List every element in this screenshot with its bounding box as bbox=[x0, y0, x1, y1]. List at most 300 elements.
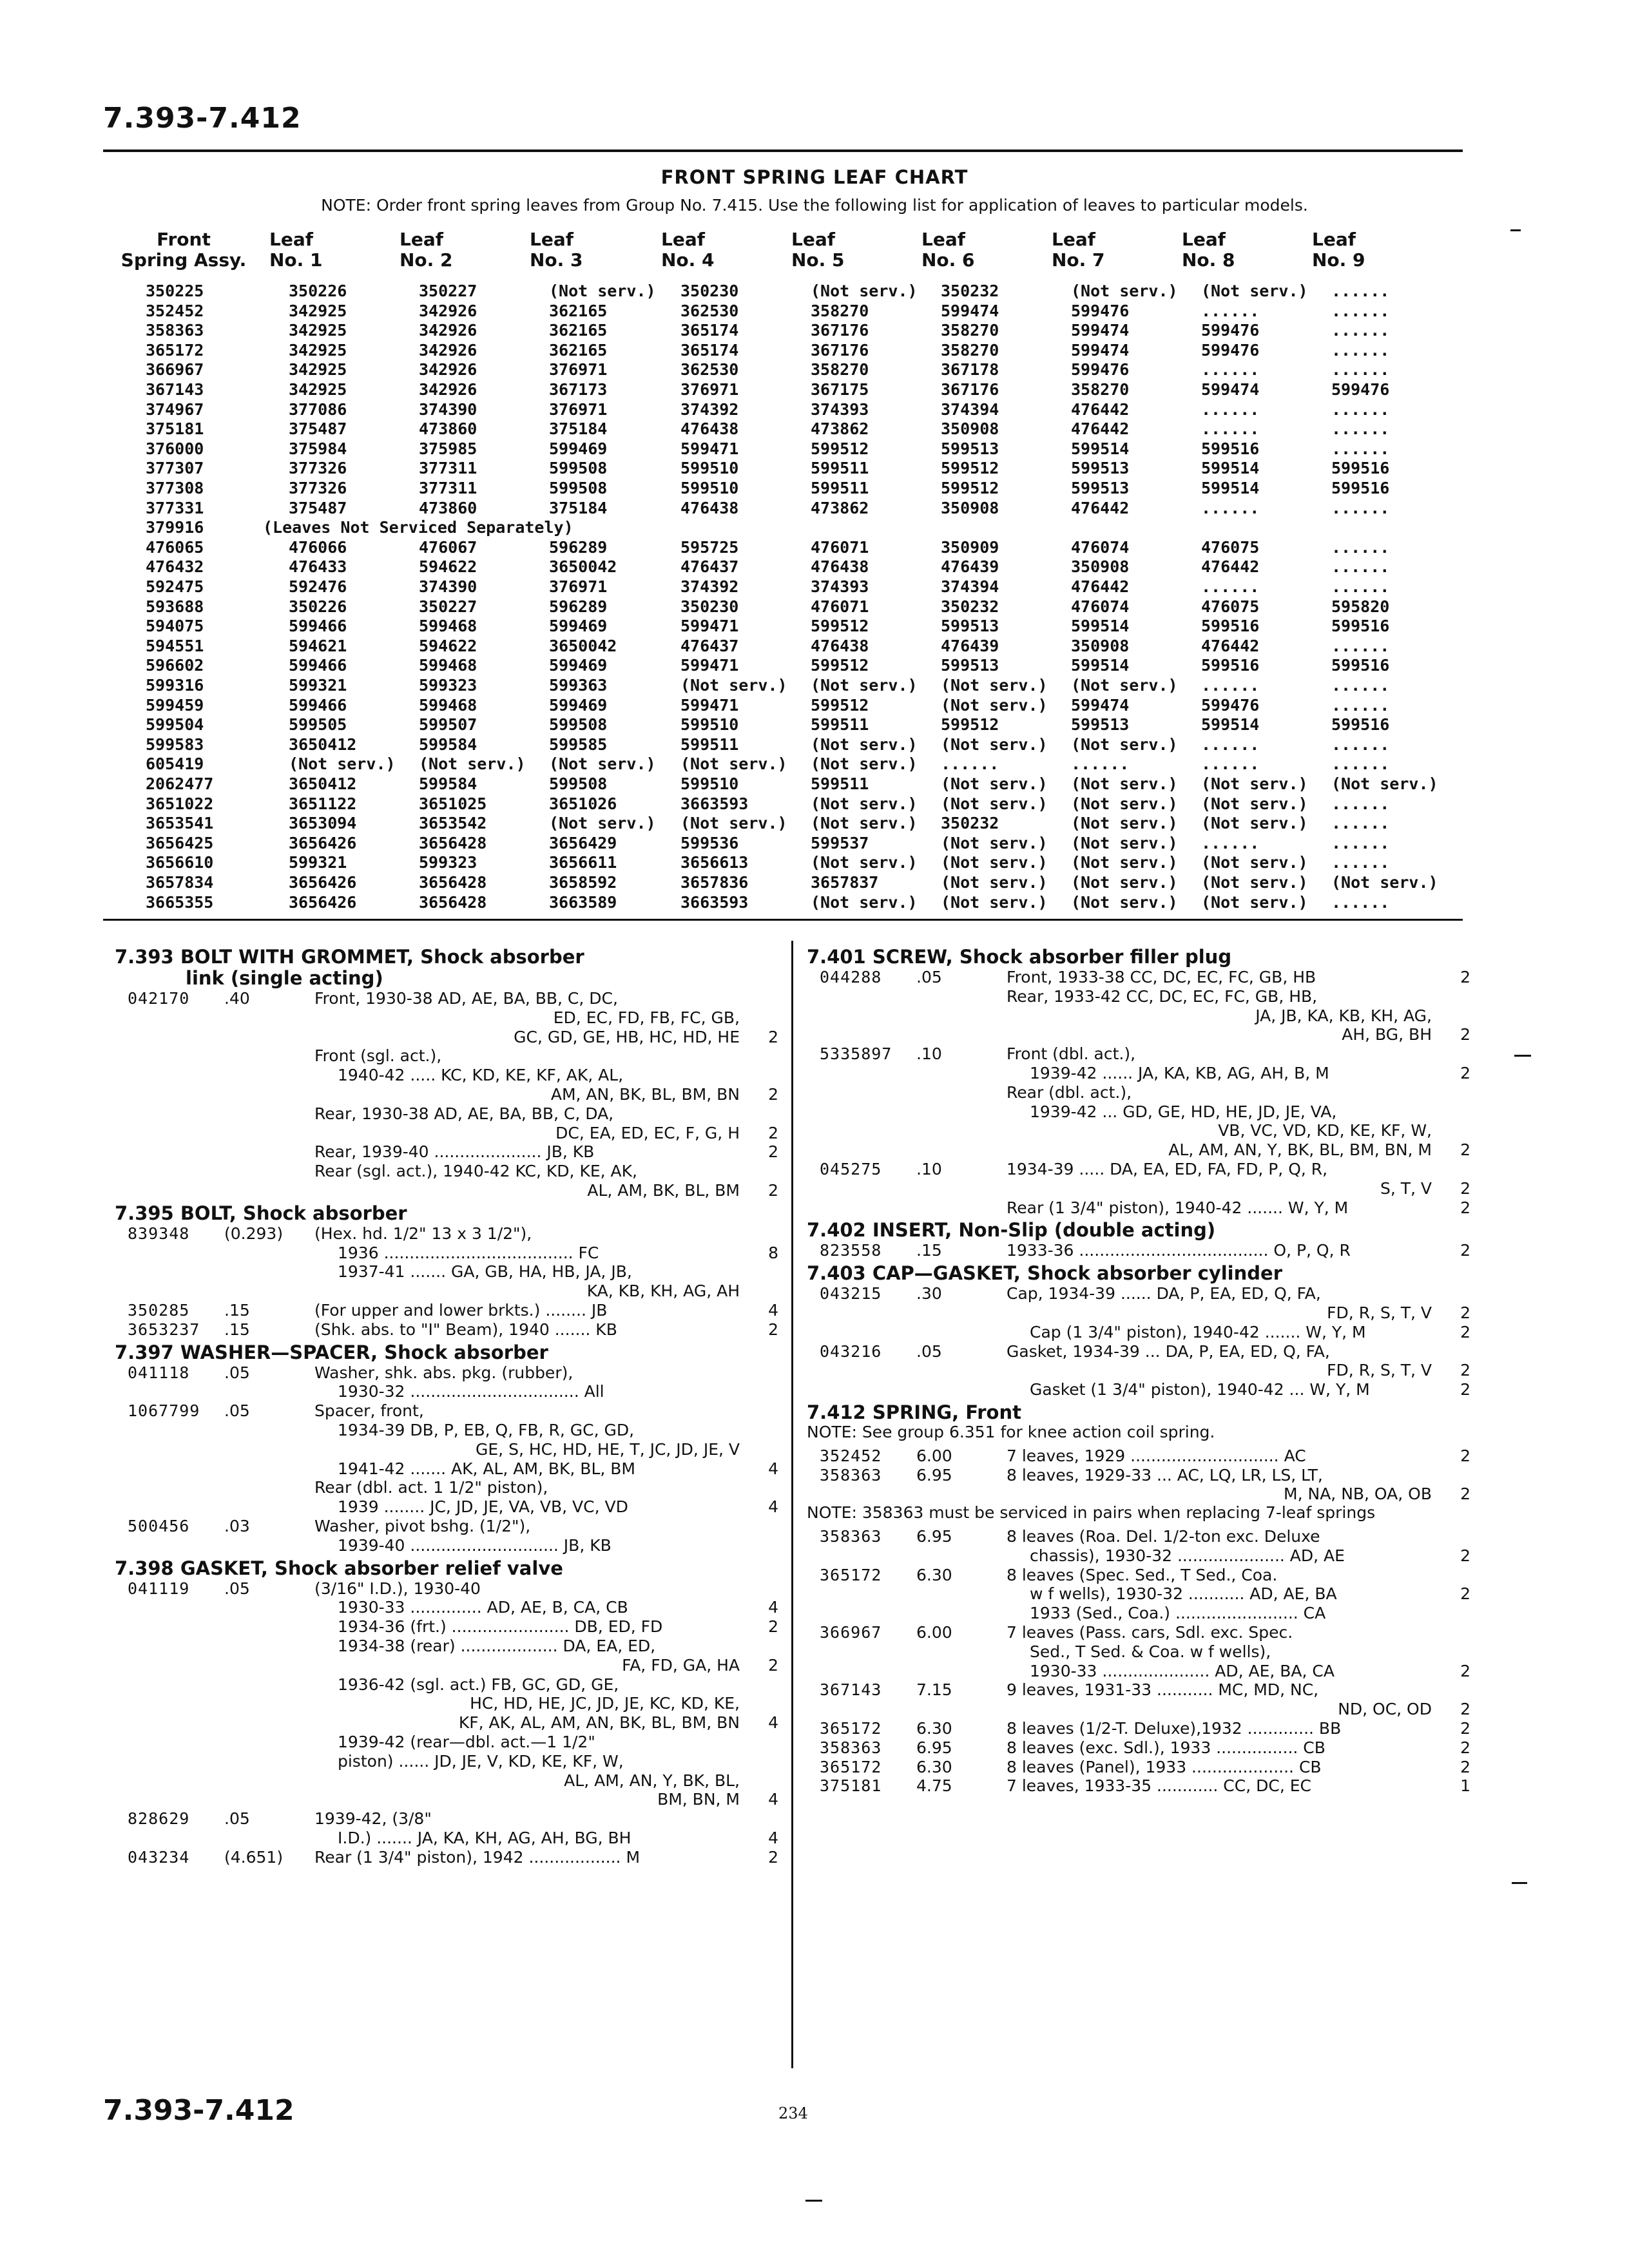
part-quantity: 8 bbox=[768, 1243, 778, 1262]
part-description: 8 leaves (exc. Sdl.), 1933 ................ CB bbox=[1007, 1738, 1325, 1757]
spring-assy-number: 594075 bbox=[146, 617, 204, 636]
page-footer: 7.393-7.412 bbox=[103, 2094, 294, 2127]
section-subheading: link (single acting) bbox=[186, 967, 383, 989]
part-quantity: 2 bbox=[1460, 1241, 1470, 1260]
leaf-number: ...... bbox=[1071, 754, 1130, 774]
part-line bbox=[115, 1579, 778, 1599]
part-description: Front, 1933-38 CC, DC, EC, FC, GB, HB bbox=[1007, 968, 1316, 986]
leaf-number: 599507 bbox=[419, 715, 477, 735]
part-description: Rear, 1933-42 CC, DC, EC, FC, GB, HB, bbox=[1007, 986, 1318, 1006]
part-line bbox=[115, 1732, 778, 1752]
spring-assy-number: 3657834 bbox=[146, 873, 214, 892]
part-line bbox=[807, 1738, 1470, 1758]
part-description: 1939-42, (3/8" bbox=[314, 1809, 432, 1829]
part-quantity: 2 bbox=[1460, 1546, 1470, 1565]
part-description: (3/16" I.D.), 1930-40 bbox=[314, 1579, 481, 1598]
spring-assy-number: 3656610 bbox=[146, 853, 214, 872]
leaf-number: 367175 bbox=[811, 380, 869, 399]
part-quantity: 2 bbox=[1460, 1700, 1470, 1719]
part-number: 042170 bbox=[128, 989, 190, 1008]
chart-col-header-line: No. 2 bbox=[400, 249, 453, 271]
spring-assy-number: 352452 bbox=[146, 301, 204, 320]
part-line bbox=[115, 1065, 778, 1085]
part-weight: (0.293) bbox=[224, 1224, 284, 1243]
part-line bbox=[115, 1477, 778, 1497]
leaf-number: 476075 bbox=[1201, 597, 1260, 616]
leaf-number: 3650412 bbox=[289, 774, 357, 793]
leaf-number: ...... bbox=[1331, 636, 1390, 655]
leaf-number: (Not serv.) bbox=[811, 892, 918, 912]
leaf-number: (Not serv.) bbox=[811, 853, 918, 872]
part-line bbox=[807, 1006, 1470, 1026]
part-description: 1930-33 ..................... AD, AE, BA, CA bbox=[1030, 1661, 1335, 1680]
part-weight: 6.30 bbox=[916, 1757, 952, 1776]
leaf-number: 376971 bbox=[549, 399, 608, 419]
leaf-number: ...... bbox=[1331, 282, 1390, 300]
part-quantity: 2 bbox=[1460, 1064, 1470, 1082]
leaf-number: 3657837 bbox=[811, 873, 879, 892]
leaf-number: 476438 bbox=[811, 636, 869, 655]
part-weight: 6.00 bbox=[916, 1623, 952, 1642]
leaf-number: 3650412 bbox=[289, 735, 357, 754]
chart-col-header-line: Leaf bbox=[1312, 229, 1356, 250]
part-description: JA, JB, KA, KB, KH, AG, bbox=[1255, 1006, 1432, 1025]
part-description: AL, AM, AN, Y, BK, BL, bbox=[564, 1771, 740, 1790]
part-quantity: 4 bbox=[768, 1598, 778, 1617]
part-line bbox=[807, 1379, 1470, 1399]
part-weight: 6.30 bbox=[916, 1565, 952, 1584]
leaf-number: 599474 bbox=[941, 301, 999, 320]
leaf-number: 3658592 bbox=[549, 873, 617, 892]
leaf-number: 375184 bbox=[549, 498, 608, 517]
leaf-number: 599514 bbox=[1201, 459, 1260, 478]
leaf-number: 599468 bbox=[419, 656, 477, 675]
leaf-number: ...... bbox=[1331, 833, 1390, 852]
part-description: Rear, 1930-38 AD, AE, BA, BB, C, DA, bbox=[314, 1104, 614, 1123]
chart-col-header-line: Spring Assy. bbox=[120, 249, 247, 271]
leaf-number: 596289 bbox=[549, 537, 608, 557]
part-number: 043215 bbox=[820, 1284, 882, 1303]
leaf-number: 476066 bbox=[289, 537, 347, 557]
leaf-number: 599512 bbox=[811, 656, 869, 675]
leaf-number: 376971 bbox=[549, 360, 608, 380]
leaf-number: 599511 bbox=[680, 735, 739, 754]
part-number: 375181 bbox=[820, 1776, 882, 1796]
spring-assy-number: 374967 bbox=[146, 399, 204, 419]
leaf-number: 599514 bbox=[1201, 479, 1260, 497]
leaf-number: 377326 bbox=[289, 479, 347, 497]
leaf-number: 374393 bbox=[811, 399, 869, 419]
chart-title: FRONT SPRING LEAF CHART bbox=[660, 166, 969, 188]
leaf-number: 3657836 bbox=[680, 873, 749, 892]
chart-col-header-line: No. 8 bbox=[1182, 249, 1235, 271]
part-line bbox=[807, 1757, 1470, 1777]
leaf-number: (Not serv.) bbox=[419, 754, 526, 774]
chart-col-header-line: No. 3 bbox=[530, 249, 583, 271]
leaf-number: 599514 bbox=[1071, 617, 1130, 636]
chart-col-header bbox=[530, 229, 659, 271]
chart-col-header bbox=[661, 229, 790, 271]
part-description: Front (dbl. act.), bbox=[1007, 1044, 1136, 1064]
part-line bbox=[807, 1102, 1470, 1122]
part-number: 044288 bbox=[820, 968, 882, 986]
part-line bbox=[807, 1240, 1470, 1260]
leaf-number: 599471 bbox=[680, 617, 739, 636]
part-description: VB, VC, VD, KD, KE, KF, W, bbox=[1218, 1121, 1432, 1140]
leaf-number: 3663593 bbox=[680, 794, 749, 813]
part-description: 1939-40 ............................. JB, KB bbox=[338, 1535, 612, 1555]
leaf-number: 3656428 bbox=[419, 892, 487, 912]
leaf-number: 350232 bbox=[941, 814, 999, 833]
leaf-number: 599468 bbox=[419, 617, 477, 636]
part-quantity: 4 bbox=[768, 1301, 778, 1320]
spring-assy-number: 476432 bbox=[146, 557, 204, 577]
leaf-number: 596289 bbox=[549, 597, 608, 616]
section-heading: 7.393 BOLT WITH GROMMET, Shock absorber bbox=[115, 946, 584, 968]
leaf-number: 3656429 bbox=[549, 833, 617, 852]
part-description: 7 leaves, 1933-35 ............ CC, DC, EC bbox=[1007, 1776, 1311, 1796]
part-line bbox=[807, 1699, 1470, 1719]
leaf-number: 599516 bbox=[1201, 656, 1260, 675]
leaf-number: 599513 bbox=[941, 439, 999, 458]
part-quantity: 2 bbox=[1460, 1140, 1470, 1160]
leaf-number: 350230 bbox=[680, 282, 739, 300]
note-text: NOTE: 358363 must be serviced in pairs when replacing 7-leaf springs bbox=[807, 1503, 1376, 1523]
leaf-number: 599514 bbox=[1201, 715, 1260, 735]
part-quantity: 2 bbox=[768, 1320, 778, 1339]
leaf-number: 599512 bbox=[941, 715, 999, 735]
leaf-number: 3656613 bbox=[680, 853, 749, 872]
leaf-number: 599511 bbox=[811, 715, 869, 735]
leaf-number: 599508 bbox=[549, 459, 608, 478]
part-line bbox=[807, 967, 1470, 987]
leaf-number: 599584 bbox=[419, 735, 477, 754]
leaf-number: ...... bbox=[1331, 498, 1390, 517]
leaf-number: 599510 bbox=[680, 774, 739, 793]
chart-col-header-line: No. 9 bbox=[1312, 249, 1365, 271]
leaf-number: 342926 bbox=[419, 360, 477, 380]
chart-col-header bbox=[1182, 229, 1311, 271]
part-line bbox=[115, 1243, 778, 1263]
part-weight: (4.651) bbox=[224, 1847, 284, 1867]
leaf-number: 473862 bbox=[811, 419, 869, 439]
leaf-number: (Not serv.) bbox=[680, 814, 787, 833]
leaf-number: 476439 bbox=[941, 636, 999, 655]
part-description: 1934-38 (rear) ................... DA, EA, ED, bbox=[338, 1637, 656, 1655]
leaf-number: (Not serv.) bbox=[1071, 814, 1178, 833]
part-line bbox=[807, 1120, 1470, 1140]
part-number: 3653237 bbox=[128, 1320, 200, 1339]
spring-assy-number: 476065 bbox=[146, 537, 204, 557]
part-line bbox=[807, 986, 1470, 1006]
leaf-number: 476439 bbox=[941, 557, 999, 577]
part-line bbox=[115, 1420, 778, 1440]
part-quantity: 2 bbox=[1460, 1025, 1470, 1044]
leaf-number: 350232 bbox=[941, 597, 999, 616]
leaf-number: 374393 bbox=[811, 577, 869, 596]
leaf-number: (Not serv.) bbox=[1331, 774, 1438, 793]
part-description: Rear (sgl. act.), 1940-42 KC, KD, KE, AK, bbox=[314, 1162, 637, 1181]
chart-col-header-line: Leaf bbox=[791, 229, 835, 250]
leaf-number: 599469 bbox=[549, 695, 608, 715]
part-line bbox=[115, 1180, 778, 1200]
part-description: Rear (1 3/4" piston), 1942 .................. M bbox=[314, 1847, 641, 1867]
part-description: 1934-39 DB, P, EB, Q, FB, R, GC, GD, bbox=[338, 1421, 635, 1439]
part-quantity: 2 bbox=[1460, 1198, 1470, 1217]
leaf-number: 376971 bbox=[680, 380, 739, 399]
leaf-number: 3656426 bbox=[289, 892, 357, 912]
part-description: Cap, 1934-39 ...... DA, P, EA, ED, Q, FA, bbox=[1007, 1284, 1321, 1303]
part-description: 8 leaves (Roa. Del. 1/2-ton exc. Deluxe bbox=[1007, 1527, 1320, 1546]
part-description: chassis), 1930-32 ..................... AD, AE bbox=[1030, 1546, 1345, 1565]
section-heading: 7.397 WASHER—SPACER, Shock absorber bbox=[115, 1341, 548, 1363]
leaf-number: 599321 bbox=[289, 676, 347, 695]
part-weight: .10 bbox=[916, 1160, 942, 1178]
leaf-number: 599323 bbox=[419, 676, 477, 695]
part-quantity: 2 bbox=[768, 1027, 778, 1046]
part-quantity: 4 bbox=[768, 1497, 778, 1517]
part-description: BM, BN, M bbox=[657, 1790, 740, 1809]
part-line bbox=[807, 1584, 1470, 1604]
chart-col-header-line: No. 4 bbox=[661, 249, 715, 271]
leaf-number: 599471 bbox=[680, 695, 739, 715]
leaf-number: 476442 bbox=[1071, 577, 1130, 596]
leaf-number: 374394 bbox=[941, 577, 999, 596]
part-line bbox=[807, 1661, 1470, 1681]
leaf-number: 3653094 bbox=[289, 814, 357, 833]
leaf-number: 3663593 bbox=[680, 892, 749, 912]
part-number: 043234 bbox=[128, 1847, 190, 1867]
part-description: 1936 ..................................... FC bbox=[338, 1243, 599, 1262]
part-quantity: 2 bbox=[1460, 1719, 1470, 1738]
part-line bbox=[115, 1439, 778, 1459]
leaf-number: 377311 bbox=[419, 459, 477, 478]
part-description: Cap (1 3/4" piston), 1940-42 ....... W, Y, M bbox=[1030, 1322, 1366, 1341]
leaf-number: 599466 bbox=[289, 695, 347, 715]
part-line bbox=[115, 1675, 778, 1695]
part-number: 5335897 bbox=[820, 1044, 892, 1064]
leaf-number: 599471 bbox=[680, 656, 739, 675]
leaf-number: 599476 bbox=[1071, 301, 1130, 320]
part-line bbox=[115, 1597, 778, 1617]
part-line bbox=[807, 1484, 1470, 1504]
leaf-number: 362165 bbox=[549, 321, 608, 340]
leaf-number: 342925 bbox=[289, 321, 347, 340]
part-quantity: 2 bbox=[768, 1655, 778, 1675]
part-line bbox=[807, 1446, 1470, 1466]
leaf-number: (Not serv.) bbox=[1331, 873, 1438, 892]
leaf-number: 375985 bbox=[419, 439, 477, 458]
leaf-number: 476075 bbox=[1201, 537, 1260, 557]
leaf-number: ...... bbox=[1331, 853, 1390, 872]
leaf-number: 599474 bbox=[1071, 321, 1130, 340]
part-description: Rear (dbl. act. 1 1/2" piston), bbox=[314, 1478, 548, 1497]
leaf-number: 342926 bbox=[419, 380, 477, 399]
part-description: w f wells), 1930-32 ........... AD, AE, BA bbox=[1030, 1584, 1337, 1604]
leaf-number: (Not serv.) bbox=[1201, 774, 1308, 793]
part-quantity: 2 bbox=[1460, 1303, 1470, 1322]
leaf-number: ...... bbox=[1331, 360, 1390, 380]
leaf-number: ...... bbox=[1201, 419, 1260, 439]
leaf-number: 599514 bbox=[1071, 439, 1130, 458]
chart-col-header bbox=[1052, 229, 1181, 271]
part-line bbox=[807, 1526, 1470, 1546]
part-quantity: 2 bbox=[768, 1085, 778, 1104]
part-description: 7 leaves (Pass. cars, Sdl. exc. Spec. bbox=[1007, 1623, 1293, 1642]
leaf-number: 3651025 bbox=[419, 794, 487, 813]
leaf-number: 377326 bbox=[289, 459, 347, 478]
part-line bbox=[807, 1718, 1470, 1738]
leaf-number: ...... bbox=[1331, 537, 1390, 557]
leaf-number: 476067 bbox=[419, 537, 477, 557]
leaf-number: 350908 bbox=[941, 419, 999, 439]
leaf-number: 377086 bbox=[289, 399, 347, 419]
part-line bbox=[115, 1459, 778, 1479]
leaf-number: ...... bbox=[1331, 735, 1390, 754]
part-quantity: 2 bbox=[1460, 1661, 1470, 1680]
leaf-number: 350909 bbox=[941, 537, 999, 557]
leaf-number: 377311 bbox=[419, 479, 477, 497]
part-description: Rear (1 3/4" piston), 1940-42 ....... W, Y, M bbox=[1007, 1198, 1349, 1217]
leaf-number: (Not serv.) bbox=[1071, 676, 1178, 695]
part-weight: 6.95 bbox=[916, 1738, 952, 1757]
leaf-number: 350908 bbox=[1071, 557, 1130, 577]
spring-assy-number: 2062477 bbox=[146, 774, 214, 793]
part-weight: .10 bbox=[916, 1044, 942, 1064]
leaf-number: 375487 bbox=[289, 419, 347, 439]
leaf-number: 3650042 bbox=[549, 557, 617, 577]
part-line bbox=[807, 1680, 1470, 1700]
leaf-number: (Not serv.) bbox=[549, 814, 656, 833]
leaf-number: 367176 bbox=[811, 340, 869, 360]
part-description: Gasket (1 3/4" piston), 1940-42 ... W, Y, M bbox=[1030, 1380, 1370, 1399]
leaf-number: 599466 bbox=[289, 617, 347, 636]
part-quantity: 2 bbox=[1460, 1380, 1470, 1399]
leaf-number: 599516 bbox=[1201, 439, 1260, 458]
part-number: 350285 bbox=[128, 1301, 190, 1320]
part-line bbox=[807, 1341, 1470, 1361]
leaf-number: 599469 bbox=[549, 656, 608, 675]
leaf-number: (Not serv.) bbox=[289, 754, 396, 774]
part-quantity: 2 bbox=[1460, 1322, 1470, 1341]
leaf-number: 594622 bbox=[419, 636, 477, 655]
part-description: AL, AM, AN, Y, BK, BL, BM, BN, M bbox=[1168, 1140, 1432, 1160]
leaf-number: 374394 bbox=[941, 399, 999, 419]
leaf-number: (Not serv.) bbox=[680, 676, 787, 695]
part-description: 1933-36 ..................................... O, P, Q, R bbox=[1007, 1241, 1351, 1260]
leaf-number: 3656428 bbox=[419, 833, 487, 852]
leaf-number: 358270 bbox=[941, 340, 999, 360]
leaf-number: 599363 bbox=[549, 676, 608, 695]
leaf-number: 599512 bbox=[941, 459, 999, 478]
part-line bbox=[115, 1828, 778, 1848]
leaf-number: (Not serv.) bbox=[1201, 892, 1308, 912]
spring-assy-number: 350225 bbox=[146, 282, 204, 300]
leaf-number: ...... bbox=[1201, 676, 1260, 695]
leaf-number: 3656426 bbox=[289, 873, 357, 892]
part-line bbox=[115, 1516, 778, 1536]
part-weight: .15 bbox=[224, 1301, 250, 1320]
part-description: (For upper and lower brkts.) ........ JB bbox=[314, 1301, 608, 1320]
leaf-number: (Not serv.) bbox=[1071, 873, 1178, 892]
part-line bbox=[115, 1751, 778, 1771]
part-line bbox=[807, 1178, 1470, 1198]
chart-col-header-line: Leaf bbox=[661, 229, 705, 250]
spring-assy-number: 605419 bbox=[146, 754, 204, 774]
leaf-number: 599474 bbox=[1071, 340, 1130, 360]
leaf-number: 376971 bbox=[549, 577, 608, 596]
leaf-number: 599508 bbox=[549, 774, 608, 793]
leaf-number: ...... bbox=[1331, 439, 1390, 458]
part-line bbox=[807, 1546, 1470, 1566]
part-weight: .05 bbox=[224, 1363, 250, 1382]
leaf-number: 599516 bbox=[1331, 617, 1390, 636]
part-number: 043216 bbox=[820, 1341, 882, 1361]
part-line bbox=[115, 1084, 778, 1104]
part-quantity: 4 bbox=[768, 1829, 778, 1847]
leaf-number: (Not serv.) bbox=[1201, 853, 1308, 872]
part-line bbox=[115, 1771, 778, 1791]
part-line bbox=[115, 1713, 778, 1733]
margin-tick bbox=[805, 2200, 822, 2202]
part-quantity: 2 bbox=[768, 1123, 778, 1142]
spring-assy-number: 592475 bbox=[146, 577, 204, 596]
leaf-number: ...... bbox=[1331, 301, 1390, 320]
part-quantity: 2 bbox=[1460, 1757, 1470, 1776]
part-number: 358363 bbox=[820, 1738, 882, 1757]
part-description: 1934-39 ..... DA, EA, ED, FA, FD, P, Q, R, bbox=[1007, 1160, 1328, 1178]
part-quantity: 4 bbox=[768, 1713, 778, 1733]
spring-assy-number: 599459 bbox=[146, 695, 204, 715]
section-heading: 7.395 BOLT, Shock absorber bbox=[115, 1202, 407, 1224]
leaf-number: 365174 bbox=[680, 321, 739, 340]
header-rule bbox=[103, 149, 1463, 152]
part-line bbox=[807, 1140, 1470, 1160]
leaf-number: 358270 bbox=[811, 301, 869, 320]
spring-assy-number: 367143 bbox=[146, 380, 204, 399]
part-quantity: 4 bbox=[768, 1459, 778, 1478]
part-description: 9 leaves, 1931-33 ........... MC, MD, NC, bbox=[1007, 1680, 1319, 1700]
leaf-number: (Not serv.) bbox=[811, 794, 918, 813]
part-weight: .05 bbox=[224, 1809, 250, 1829]
leaf-number: 599508 bbox=[549, 715, 608, 735]
leaf-number: (Not serv.) bbox=[1071, 833, 1178, 852]
leaf-number: 476442 bbox=[1201, 557, 1260, 577]
leaf-number: 599510 bbox=[680, 715, 739, 735]
leaf-number: 375487 bbox=[289, 498, 347, 517]
note-text: NOTE: See group 6.351 for knee action coil spring. bbox=[807, 1423, 1215, 1441]
leaf-number: (Not serv.) bbox=[1071, 794, 1178, 813]
leaf-number: 599466 bbox=[289, 656, 347, 675]
part-quantity: 2 bbox=[768, 1142, 778, 1162]
part-line bbox=[115, 1161, 778, 1181]
leaf-number: 3651122 bbox=[289, 794, 357, 813]
part-weight: .15 bbox=[224, 1320, 250, 1339]
leaf-number: ...... bbox=[1201, 735, 1260, 754]
leaf-number: 476071 bbox=[811, 537, 869, 557]
part-description: (Hex. hd. 1/2" 13 x 3 1/2"), bbox=[314, 1224, 532, 1243]
part-number: 839348 bbox=[128, 1224, 190, 1243]
spring-assy-number: 366967 bbox=[146, 360, 204, 380]
leaf-number: 599516 bbox=[1201, 617, 1260, 636]
leaf-number: 3650042 bbox=[549, 636, 617, 655]
leaf-number: 358270 bbox=[1071, 380, 1130, 399]
leaf-number: 599471 bbox=[680, 439, 739, 458]
chart-col-header-line: Leaf bbox=[921, 229, 965, 250]
part-description: FA, FD, GA, HA bbox=[622, 1655, 740, 1675]
spring-assy-number: 377331 bbox=[146, 498, 204, 517]
part-weight: .05 bbox=[224, 1401, 250, 1421]
